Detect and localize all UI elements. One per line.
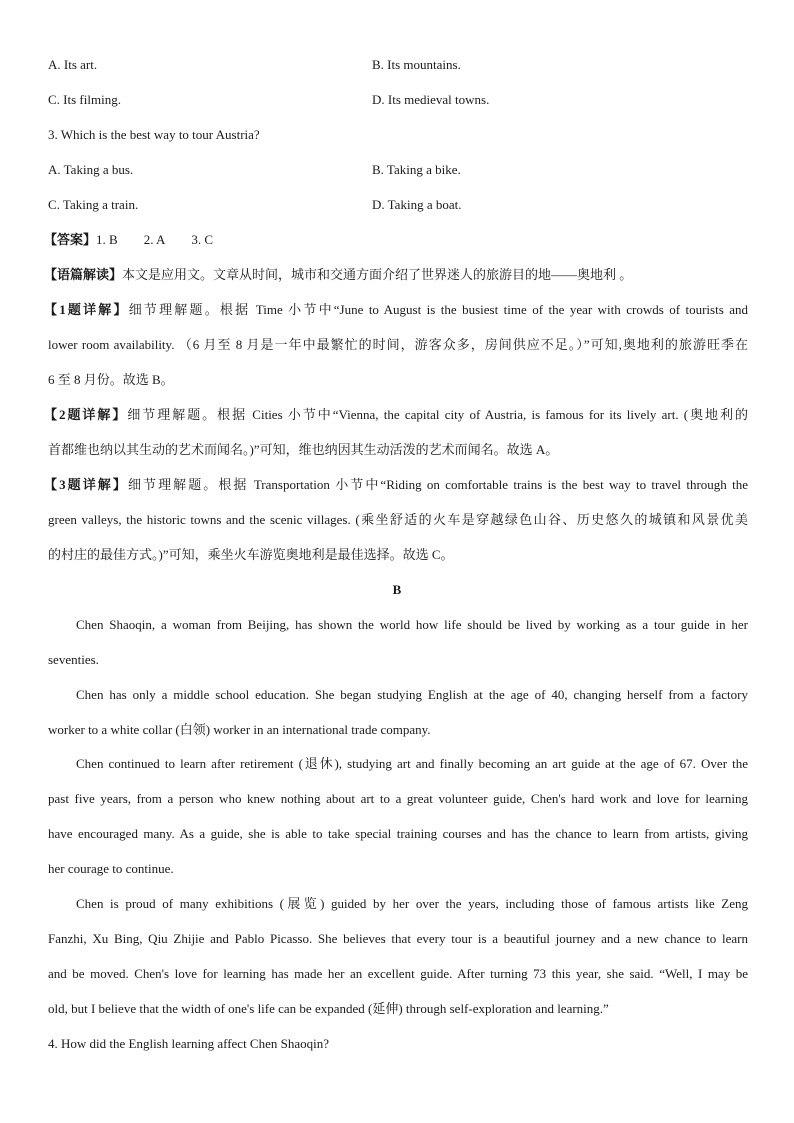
q2-option-b: B. Its mountains. (372, 57, 461, 72)
answer-line (44, 232, 744, 248)
detail1-line2: lower room availability. （6 月至 8 月是一年中最繁忙的时间，游客众多，房间供应不足。）”可知,奥地利的旅游旺季在 (48, 337, 748, 352)
detail3-text1: 细节理解题。根据 Transportation 小节中“Riding on comfortable trains is the best way to travel through the (127, 477, 748, 492)
detail2-line2: 首都维也纳以其生动的艺术而闻名。)”可知，维也纳因其生动活泼的艺术而闻名。故选 A。 (48, 442, 559, 457)
detail2-label: 【2题详解】 (44, 407, 128, 422)
detail3-line3: 的村庄的最佳方式。)”可知，乘坐火车游览奥地利是最佳选择。故选 C。 (48, 547, 454, 562)
q2-option-d: D. Its medieval towns. (372, 92, 490, 107)
detail3-line2: green valleys, the historic towns and the scenic villages. (乘坐舒适的火车是穿越绿色山谷、历史悠久的城镇和风景优美 (48, 512, 748, 527)
answer-3: 3. C (191, 232, 214, 247)
q3-option-c: C. Taking a train. (48, 197, 139, 212)
passage-p3-line3: have encouraged many. As a guide, she is able to take special training courses and has the chance to learn from artists, giving (48, 826, 748, 841)
detail3-label: 【3题详解】 (44, 477, 128, 492)
passage-p4-line1: Chen is proud of many exhibitions (展览) guided by her over the years, including those of famous artists like Zeng (76, 896, 748, 911)
detail3-line1 (44, 477, 748, 493)
q4-stem: 4. How did the English learning affect Chen Shaoqin? (48, 1036, 330, 1051)
interpretation-line (44, 267, 744, 283)
interpretation-label: 【语篇解读】 (44, 267, 123, 282)
passage-p1-line1: Chen Shaoqin, a woman from Beijing, has shown the world how life should be lived by working as a tour guide in her (76, 617, 748, 632)
q3-option-b: B. Taking a bike. (372, 162, 461, 177)
q3-option-a: A. Taking a bus. (48, 162, 134, 177)
q3-option-d: D. Taking a boat. (372, 197, 462, 212)
detail2-line1 (44, 407, 748, 423)
answer-2: 2. A (143, 232, 166, 247)
answer-label: 【答案】 (44, 232, 97, 247)
answer-1: 1. B (96, 232, 118, 247)
q3-stem: 3. Which is the best way to tour Austria? (48, 127, 260, 142)
detail2-text1: 细节理解题。根据 Cities 小节中“Vienna, the capital city of Austria, is famous for its lively art. (奥地利的 (127, 407, 748, 422)
detail1-line3: 6 至 8 月份。故选 B。 (48, 372, 174, 387)
q2-option-c: C. Its filming. (48, 92, 121, 107)
detail1-text1: 细节理解题。根据 Time 小节中“June to August is the busiest time of the year with crowds of tourists and (128, 302, 748, 317)
passage-p2-line1: Chen has only a middle school education. She began studying English at the age of 40, changing herself from a factory (76, 687, 748, 702)
passage-p2-line2: worker to a white collar (白领) worker in an international trade company. (48, 722, 431, 737)
q2-option-a: A. Its art. (48, 57, 98, 72)
section-heading: B (392, 582, 402, 597)
passage-p3-line4: her courage to continue. (48, 861, 174, 876)
passage-p4-line3: and be moved. Chen's love for learning has made her an excellent guide. After turning 73 this year, she said. “Well, I may be (48, 966, 748, 981)
detail1-line1 (44, 302, 748, 318)
passage-p4-line4: old, but I believe that the width of one's life can be expanded (延伸) through self-exploration and learning.” (48, 1001, 609, 1016)
passage-p4-line2: Fanzhi, Xu Bing, Qiu Zhijie and Pablo Picasso. She believes that every tour is a beautiful journey and a new chance to learn (48, 931, 748, 946)
detail1-label: 【1题详解】 (44, 302, 129, 317)
passage-p1-line2: seventies. (48, 652, 99, 667)
passage-p3-line2: past five years, from a person who knew nothing about art to a great volunteer guide, Chen's hard work and love for learning (48, 791, 748, 806)
passage-p3-line1: Chen continued to learn after retirement (退休), studying art and finally becoming an art guide at the age of 67. Over the (76, 756, 748, 771)
interpretation-text: 本文是应用文。文章从时间，城市和交通方面介绍了世界迷人的旅游目的地——奥地利 。 (122, 267, 633, 282)
